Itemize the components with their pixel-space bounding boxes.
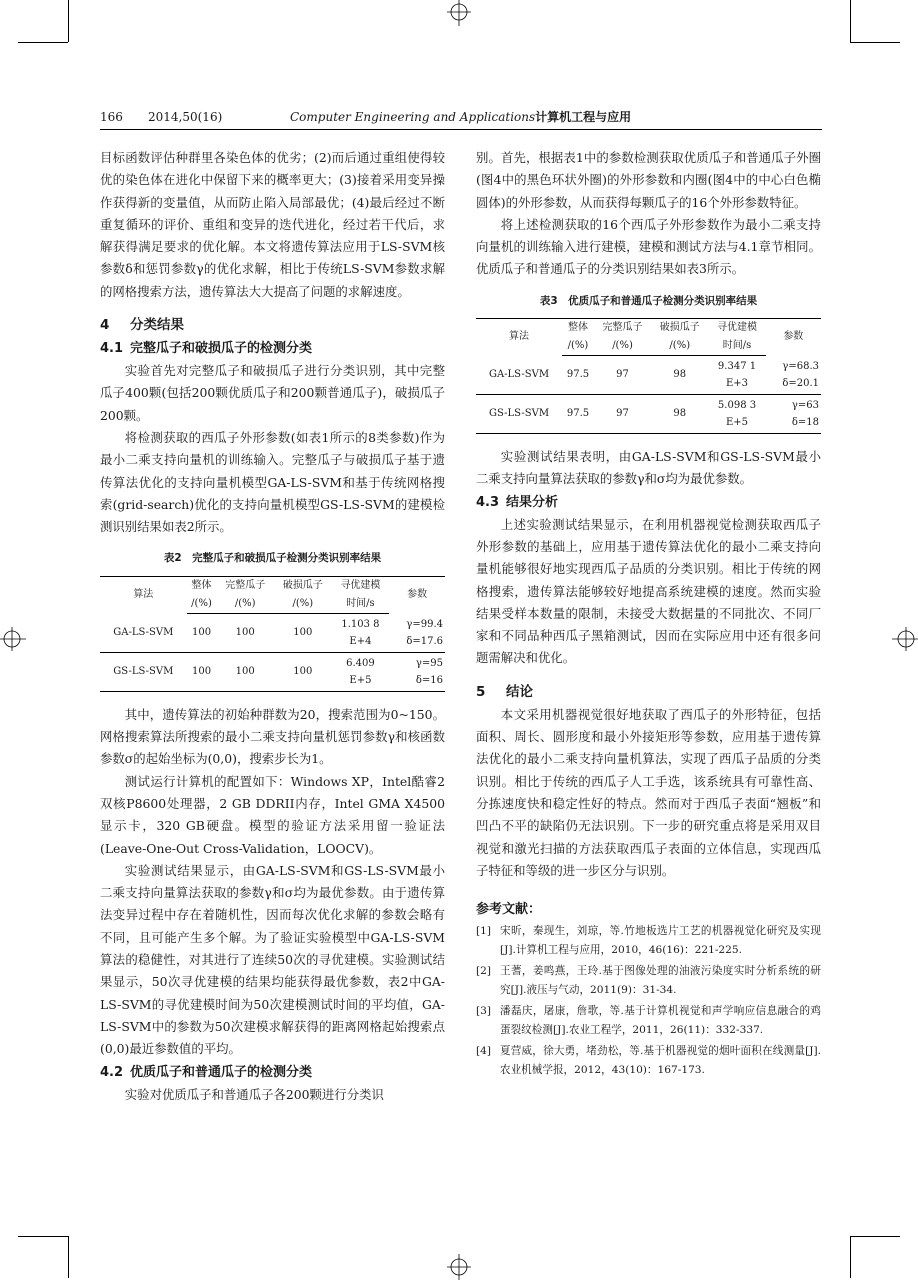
- reference-number: [1]: [476, 925, 492, 938]
- journal-title-en: Computer Engineering and Applications: [290, 110, 536, 124]
- section-heading-5: 5 结论: [476, 683, 533, 700]
- table-row: [476, 356, 821, 395]
- section-heading-4-3: 4.3 结果分析: [476, 494, 559, 510]
- time-mantissa: 5.098 3: [717, 400, 757, 412]
- paragraph: 将上述检测获取的16个西瓜子外形参数作为最小二乘支持向量机的训练输入进行建模，建模和测试方法与4.1章节相同。优质瓜子和普通瓜子的分类识别结果如表3所示。: [476, 216, 821, 277]
- page-number: 166: [100, 110, 123, 124]
- time-exponent: E+5: [349, 674, 372, 686]
- cell-algo: GA-LS-SVM: [100, 613, 187, 652]
- cell-params: [389, 613, 445, 652]
- cell-params: [766, 356, 821, 395]
- right-column: [476, 147, 821, 1082]
- time-mantissa: 6.409: [346, 657, 375, 669]
- time-exponent: E+4: [349, 635, 372, 647]
- param-delta: δ=17.6: [406, 635, 443, 647]
- table-3-caption: 表3 优质瓜子和普通瓜子检测分类识别率结果: [539, 294, 758, 307]
- paragraph: 实验测试结果显示，由GA-LS-SVM和GS-LS-SVM最小二乘支持向量算法获取的参数γ和σ均为最优参数。由于遗传算法变异过程中存在着随机性，因而每次优化求解的参数会略有不同，且可能产生多个解。为了验证实验模型中GA-LS-SVM算法的稳健性，对其进行了连续50次的寻优建模。实验测试结果显示，50次寻优建模的结果均能获得最优参数，表2中GA-LS-SVM的寻优建模时间为50次建模测试时间的平均值，GA-LS-SVM中的参数为50次建模求解获得的距离网格起始搜索点(0,0)最近参数值的平均。: [100, 862, 445, 1057]
- col-header: 完整瓜子: [216, 576, 274, 595]
- cell-overall: 97.5: [562, 356, 594, 395]
- registration-mark-left: [0, 624, 30, 654]
- cell-overall: 97.5: [562, 395, 594, 434]
- col-header: 完整瓜子: [594, 319, 651, 338]
- table-3: [476, 318, 821, 434]
- paragraph: 本文采用机器视觉很好地获取了西瓜子的外形特征，包括面积、周长、圆形度和最小外接矩形等参数，应用基于遗传算法优化的最小二乘支持向量机算法，实现了西瓜子品质的分类识别。相比于传统的西瓜子人工手选，该系统具有可靠性高、分拣速度快和稳定性好的特点。然而对于西瓜子表面“翘板”和凹凸不平的缺陷仍无法识别。下一步的研究重点将是采用双目视觉和激光扫描的方法获取西瓜子表面的立体信息，实现西瓜子特征和等级的进一步区分与识别。: [476, 706, 821, 878]
- paragraph: 实验首先对完整瓜子和破损瓜子进行分类识别，其中完整瓜子400颗(包括200颗优质瓜子和200颗普通瓜子)，破损瓜子200颗。: [100, 363, 445, 423]
- col-subheader: /(%): [594, 337, 651, 356]
- cell-algo: GS-LS-SVM: [100, 652, 187, 691]
- col-header: 参数: [389, 576, 445, 613]
- col-header: 算法: [476, 319, 562, 356]
- param-gamma: γ=95: [415, 657, 443, 669]
- col-header: 破损瓜子: [274, 576, 332, 595]
- section-heading-4-1: 4.1 完整瓜子和破损瓜子的检测分类: [100, 341, 313, 357]
- header-rule: [100, 129, 822, 130]
- reference-item: [476, 922, 821, 960]
- param-delta: δ=20.1: [782, 377, 819, 389]
- cell-algo: GS-LS-SVM: [476, 395, 562, 434]
- col-header: 寻优建模: [708, 319, 765, 338]
- col-subheader: /(%): [187, 595, 217, 614]
- cell-time: [708, 395, 765, 434]
- col-header: 算法: [100, 576, 187, 613]
- cell-overall: 100: [187, 613, 217, 652]
- col-header: 参数: [766, 319, 821, 356]
- reference-text: 潘磊庆，屠康，詹歌，等.基于计算机视觉和声学响应信息融合的鸡蛋裂纹检测[J].农业工程学，2011，26(11)：332-337.: [500, 1005, 821, 1037]
- crop-mark: [68, 0, 69, 42]
- journal-title-cn: 计算机工程与应用: [535, 110, 632, 124]
- time-mantissa: 1.103 8: [341, 618, 380, 630]
- reference-item: [476, 1002, 821, 1040]
- spacer: [100, 692, 445, 704]
- crop-mark: [850, 1236, 900, 1237]
- param-gamma: γ=68.3: [782, 360, 819, 372]
- reference-number: [3]: [476, 1005, 492, 1018]
- col-subheader: 时间/s: [332, 595, 390, 614]
- cell-time: [708, 356, 765, 395]
- issue-info: 2014,50(16): [148, 110, 223, 124]
- table-2-caption: 表2 完整瓜子和破损瓜子检测分类识别率结果: [163, 552, 382, 565]
- cell-broken: 100: [274, 652, 332, 691]
- left-column: [100, 147, 445, 1106]
- registration-mark-bottom: [444, 1250, 474, 1280]
- cell-time: [332, 652, 390, 691]
- reference-number: [2]: [476, 965, 492, 978]
- table-row: [100, 652, 445, 691]
- cell-overall: 100: [187, 652, 217, 691]
- crop-mark: [68, 1236, 69, 1278]
- cell-broken: 100: [274, 613, 332, 652]
- time-exponent: E+3: [725, 378, 749, 390]
- col-subheader: /(%): [274, 595, 332, 614]
- table-2: [100, 576, 445, 692]
- paragraph: 实验对优质瓜子和普通瓜子各200颗进行分类识: [124, 1086, 384, 1102]
- table-row: [100, 613, 445, 652]
- paragraph: 上述实验测试结果显示，在利用机器视觉检测获取西瓜子外形参数的基础上，应用基于遗传算法优化的最小二乘支持向量机能够很好地实现西瓜子品质的分类识别。相比于传统的网格搜索，遗传算法能够较好地提高系统建模的速度。然而实验结果受样本数量的限制，未接受大数据量的不同批次、不同厂家和不同品种西瓜子黑箱测试，因而在实际应用中还有很多问题需解决和优化。: [476, 516, 821, 666]
- reference-text: 王蓍，姜鸣燕，王玲.基于图像处理的油液污染度实时分析系统的研究[J].液压与气动，2011(9)：31-34.: [500, 965, 821, 997]
- cell-algo: GA-LS-SVM: [476, 356, 562, 395]
- cell-broken: 98: [651, 395, 708, 434]
- cell-time: [332, 613, 390, 652]
- paragraph: 别。首先，根据表1中的参数检测获取优质瓜子和普通瓜子外圈(图4中的黑色环状外圈)的外形参数和内圈(图4中的中心白色椭圆体)的外形参数，从而获得每颗瓜子的16个外形参数特征。: [476, 150, 821, 210]
- param-gamma: γ=63: [791, 400, 819, 412]
- cell-params: [389, 652, 445, 691]
- cell-whole: 97: [594, 356, 651, 395]
- section-heading-4-2: 4.2 优质瓜子和普通瓜子的检测分类: [100, 1064, 313, 1080]
- col-header: 整体: [187, 576, 217, 595]
- cell-whole: 100: [216, 652, 274, 691]
- col-header: 破损瓜子: [651, 319, 708, 338]
- col-subheader: 时间/s: [708, 337, 765, 356]
- section-heading-4: 4 分类结果: [100, 317, 184, 334]
- paragraph: 将检测获取的西瓜子外形参数(如表1所示的8类参数)作为最小二乘支持向量机的训练输入。完整瓜子与破损瓜子基于遗传算法优化的支持向量机模型GA-LS-SVM和基于传统网格搜索(grid-search)优化的支持向量机模型GS-LS-SVM的建模检测识别结果如表2所示。: [100, 429, 445, 535]
- paragraph: 实验测试结果表明，由GA-LS-SVM和GS-LS-SVM最小二乘支持向量算法获取的参数γ和σ均为最优参数。: [476, 449, 821, 487]
- registration-mark-top: [444, 0, 474, 30]
- col-header: 整体: [562, 319, 594, 338]
- crop-mark: [850, 0, 851, 42]
- reference-item: [476, 1042, 821, 1080]
- crop-mark: [850, 1236, 851, 1278]
- col-subheader: /(%): [562, 337, 594, 356]
- col-subheader: /(%): [216, 595, 274, 614]
- paragraph: 目标函数评估种群里各染色体的优劣；(2)而后通过重组使得较优的染色体在进化中保留下来的概率更大；(3)接着采用变异操作获得新的变量值，从而防止陷入局部最优；(4)最后经过不断重复循环的评价、重组和变异的迭代进化，经过若干代后，求解获得满足要求的优化解。本文将遗传算法应用于LS-SVM核参数δ和惩罚参数γ的优化求解，相比于传统LS-SVM参数求解的网格搜索方法，遗传算法大大提高了问题的求解速度。: [100, 150, 445, 299]
- reference-text: 夏营威，徐大勇，堵劲松，等.基于机器视觉的烟叶面积在线测量[J].农业机械学报，2012，43(10)：167-173.: [500, 1045, 821, 1077]
- references-title: 参考文献：: [476, 902, 542, 918]
- param-gamma: γ=99.4: [406, 618, 443, 630]
- crop-mark: [18, 1236, 68, 1237]
- cell-params: [766, 395, 821, 434]
- crop-mark: [850, 42, 900, 43]
- journal-title: [290, 109, 631, 125]
- time-mantissa: 9.347 1: [717, 361, 757, 373]
- param-delta: δ=16: [415, 674, 443, 686]
- time-exponent: E+5: [725, 417, 749, 429]
- table-row: [476, 395, 821, 434]
- reference-item: [476, 962, 821, 1000]
- col-header: 寻优建模: [332, 576, 390, 595]
- cell-whole: 97: [594, 395, 651, 434]
- paragraph: 测试运行计算机的配置如下：Windows XP，Intel酷睿2双核P8600处理器，2 GB DDRII内存，Intel GMA X4500显示卡，320 GB硬盘。模型的验证方法采用留一验证法(Leave-One-Out Cross-Validation，LOOCV)。: [100, 773, 445, 856]
- cell-whole: 100: [216, 613, 274, 652]
- param-delta: δ=18: [791, 417, 819, 429]
- reference-text: 宋昕，秦现生，刘琼，等.竹地板选片工艺的机器视觉化研究及实现[J].计算机工程与应用，2010，46(16)：221-225.: [500, 925, 821, 957]
- crop-mark: [18, 42, 68, 43]
- registration-mark-right: [888, 624, 918, 654]
- cell-broken: 98: [651, 356, 708, 395]
- reference-number: [4]: [476, 1045, 492, 1058]
- col-subheader: /(%): [651, 337, 708, 356]
- spacer: [476, 434, 821, 446]
- paragraph: 其中，遗传算法的初始种群数为20，搜索范围为0~150。网格搜索算法所搜索的最小二乘支持向量机惩罚参数γ和核函数参数σ的起始坐标为(0,0)，搜索步长为1。: [100, 706, 445, 767]
